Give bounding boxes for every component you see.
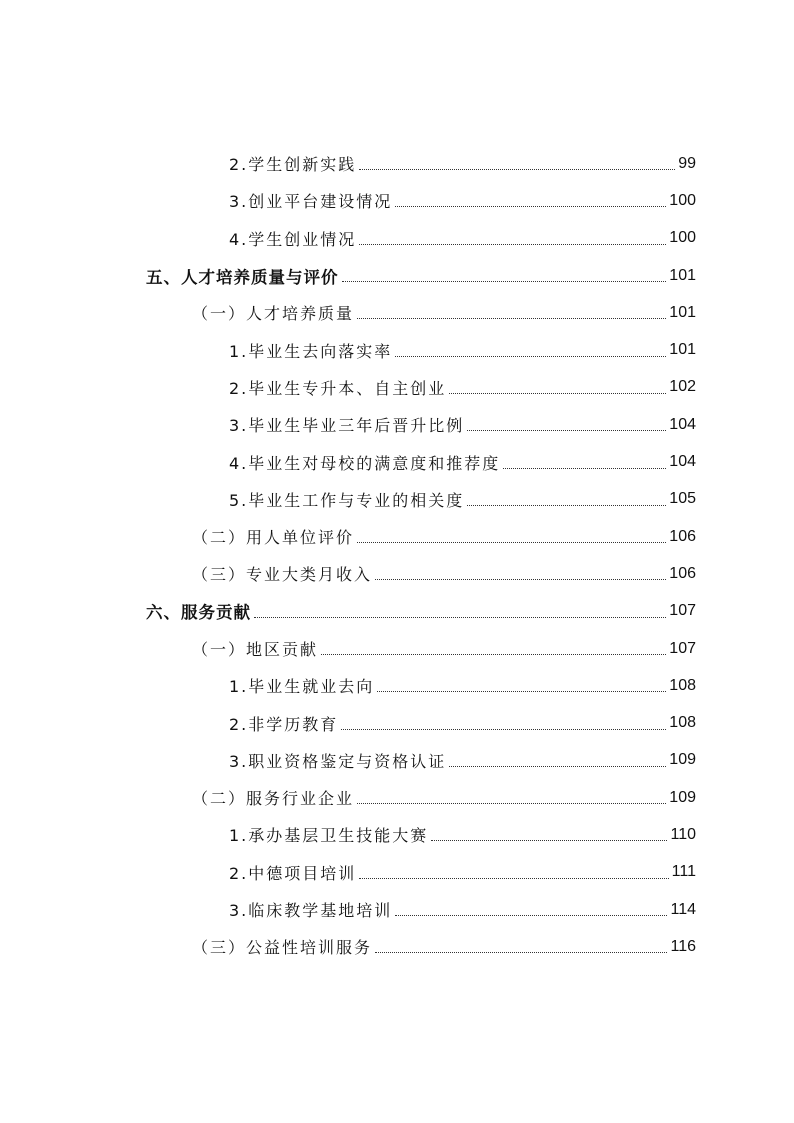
toc-entry-page: 108 bbox=[669, 714, 696, 732]
toc-entry[interactable] bbox=[0, 667, 794, 704]
dot-leader bbox=[395, 915, 667, 916]
toc-chapter-page: 107 bbox=[669, 602, 696, 620]
dot-leader bbox=[375, 579, 666, 580]
dot-leader bbox=[449, 766, 666, 767]
toc-section-page: 106 bbox=[669, 564, 696, 582]
dot-leader bbox=[395, 356, 666, 357]
toc-entry-title: 1.毕业生就业去向 bbox=[229, 677, 375, 697]
dot-leader bbox=[375, 952, 667, 953]
dot-leader bbox=[449, 393, 666, 394]
dot-leader bbox=[357, 318, 666, 319]
dot-leader bbox=[431, 840, 667, 841]
toc-section-title: （二）服务行业企业 bbox=[192, 789, 355, 809]
toc-entry-title: 2.学生创新实践 bbox=[229, 155, 357, 175]
toc-entry[interactable] bbox=[0, 891, 794, 928]
toc-section[interactable] bbox=[0, 779, 794, 816]
toc-entry[interactable] bbox=[0, 742, 794, 779]
toc-section-page: 116 bbox=[670, 937, 696, 955]
toc-entry[interactable] bbox=[0, 406, 794, 443]
toc-entry-title: 3.职业资格鉴定与资格认证 bbox=[229, 751, 447, 771]
toc-entry-page: 108 bbox=[669, 676, 696, 694]
toc-entry-title: 3.毕业生毕业三年后晋升比例 bbox=[229, 416, 465, 436]
toc-entry-page: 109 bbox=[669, 751, 696, 769]
toc-entry[interactable] bbox=[0, 443, 794, 480]
toc-entry-page: 105 bbox=[669, 490, 696, 508]
dot-leader bbox=[254, 617, 666, 618]
dot-leader bbox=[467, 430, 666, 431]
toc-section-page: 107 bbox=[669, 639, 696, 657]
dot-leader bbox=[342, 281, 667, 282]
toc-entry-page: 101 bbox=[669, 341, 696, 359]
toc-section-page: 106 bbox=[669, 527, 696, 545]
dot-leader bbox=[395, 206, 666, 207]
toc-section[interactable] bbox=[0, 555, 794, 592]
toc-section-title: （三）公益性培训服务 bbox=[192, 938, 373, 958]
toc-entry-page: 100 bbox=[669, 229, 696, 247]
toc-section-title: （二）用人单位评价 bbox=[192, 528, 355, 548]
toc-entry-title: 2.非学历教育 bbox=[229, 714, 339, 734]
toc-entry-title: 1.承办基层卫生技能大赛 bbox=[229, 826, 429, 846]
table-of-contents bbox=[0, 145, 794, 966]
toc-entry-title: 3.临床教学基地培训 bbox=[229, 901, 393, 921]
toc-entry[interactable] bbox=[0, 369, 794, 406]
toc-chapter-title: 五、人才培养质量与评价 bbox=[146, 267, 339, 287]
toc-section-page: 101 bbox=[669, 303, 696, 321]
toc-section-title: （一）地区贡献 bbox=[192, 640, 319, 659]
toc-entry-page: 102 bbox=[669, 378, 696, 396]
toc-section[interactable] bbox=[0, 518, 794, 555]
dot-leader bbox=[377, 691, 666, 692]
toc-entry[interactable] bbox=[0, 331, 794, 368]
toc-entry-title: 4.毕业生对母校的满意度和推荐度 bbox=[229, 453, 501, 473]
toc-section-title: （一）人才培养质量 bbox=[192, 304, 355, 324]
toc-section[interactable] bbox=[0, 928, 794, 965]
toc-entry-page: 110 bbox=[670, 825, 696, 843]
toc-entry-page: 114 bbox=[670, 900, 696, 918]
toc-section-page: 109 bbox=[669, 788, 696, 806]
toc-entry-title: 5.毕业生工作与专业的相关度 bbox=[229, 490, 465, 510]
dot-leader bbox=[359, 244, 666, 245]
toc-chapter-title: 六、服务贡献 bbox=[146, 603, 251, 623]
dot-leader bbox=[359, 878, 668, 879]
toc-entry-page: 99 bbox=[678, 154, 696, 172]
toc-section[interactable] bbox=[0, 630, 794, 667]
toc-chapter-page: 101 bbox=[669, 266, 696, 284]
toc-entry-title: 2.毕业生专升本、自主创业 bbox=[229, 378, 447, 398]
toc-chapter[interactable] bbox=[0, 257, 794, 294]
toc-entry[interactable] bbox=[0, 481, 794, 518]
toc-entry-page: 104 bbox=[669, 415, 696, 433]
toc-entry[interactable] bbox=[0, 816, 794, 853]
toc-entry[interactable] bbox=[0, 704, 794, 741]
dot-leader bbox=[357, 803, 666, 804]
dot-leader bbox=[359, 169, 675, 170]
toc-chapter[interactable] bbox=[0, 593, 794, 630]
dot-leader bbox=[321, 654, 666, 655]
toc-entry-page: 104 bbox=[669, 453, 696, 471]
toc-section-title: （三）专业大类月收入 bbox=[192, 565, 373, 585]
dot-leader bbox=[341, 729, 666, 730]
toc-entry-title: 1.毕业生去向落实率 bbox=[229, 341, 393, 361]
toc-entry-page: 111 bbox=[671, 863, 696, 881]
dot-leader bbox=[357, 542, 666, 543]
toc-entry[interactable] bbox=[0, 854, 794, 891]
toc-entry-title: 2.中德项目培训 bbox=[229, 863, 357, 883]
toc-section[interactable] bbox=[0, 294, 794, 331]
toc-entry[interactable] bbox=[0, 145, 794, 182]
toc-entry-title: 4.学生创业情况 bbox=[229, 229, 357, 249]
toc-entry[interactable] bbox=[0, 220, 794, 257]
toc-entry[interactable] bbox=[0, 182, 794, 219]
toc-entry-page: 100 bbox=[669, 191, 696, 209]
dot-leader bbox=[467, 505, 666, 506]
dot-leader bbox=[503, 468, 666, 469]
toc-entry-title: 3.创业平台建设情况 bbox=[229, 192, 393, 212]
